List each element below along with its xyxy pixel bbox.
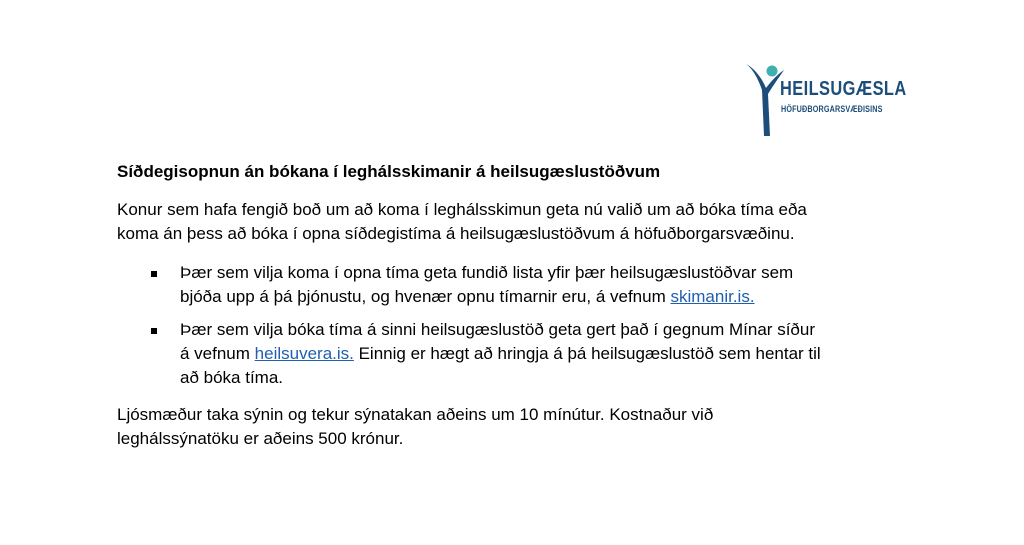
heilsugaesla-logo	[744, 56, 914, 142]
logo-name: HEILSUGÆSLA	[780, 78, 907, 100]
head-dot-icon	[767, 66, 778, 77]
bullet-square-icon	[151, 271, 157, 277]
closing-line-1: Ljósmæður taka sýnin og tekur sýnatakan aðeins um 10 mínútur. Kostnaður við	[117, 405, 714, 424]
bullet-2-line-2-start: á vefnum	[180, 344, 255, 363]
closing-line-2: leghálssýnatöku er aðeins 500 krónur.	[117, 429, 404, 448]
bullet-1-line-1: Þær sem vilja koma í opna tíma geta fundið lista yfir þær heilsugæslustöðvar sem	[180, 263, 794, 282]
document-title: Síðdegisopnun án bókana í leghálsskimanir á heilsugæslustöðvum	[117, 162, 661, 181]
intro-paragraph	[117, 198, 907, 246]
bullet-2-line-2	[180, 342, 907, 366]
logo-subtitle: HÖFUÐBORGARSVÆÐISINS	[781, 104, 883, 114]
intro-line-2: koma án þess að bóka í opna síðdegistíma á heilsugæslustöðvum á höfuðborgarsvæðinu.	[117, 224, 795, 243]
bullet-square-icon	[151, 328, 157, 334]
intro-line-1: Konur sem hafa fengið boð um að koma í leghálsskimun geta nú valið um að bóka tíma eða	[117, 200, 807, 219]
closing-paragraph	[117, 403, 907, 451]
bullet-text	[180, 261, 907, 309]
bullet-1-line-2-text: bjóða upp á þá þjónustu, og hvenær opnu tímarnir eru, á vefnum	[180, 287, 671, 306]
skimanir-link[interactable]: skimanir.is.	[670, 287, 755, 306]
bullet-2-line-1: Þær sem vilja bóka tíma á sinni heilsugæslustöð geta gert það í gegnum Mínar síður	[180, 320, 815, 339]
heilsuvera-link[interactable]: heilsuvera.is.	[254, 344, 354, 363]
person-figure-icon	[744, 56, 784, 142]
bullet-1-line-2	[180, 285, 907, 309]
bullet-2-line-2-end: Einnig er hægt að hringja á þá heilsugæslustöð sem hentar til	[353, 344, 821, 363]
bullet-2-line-3: að bóka tíma.	[180, 368, 284, 387]
bullet-text	[180, 318, 907, 390]
